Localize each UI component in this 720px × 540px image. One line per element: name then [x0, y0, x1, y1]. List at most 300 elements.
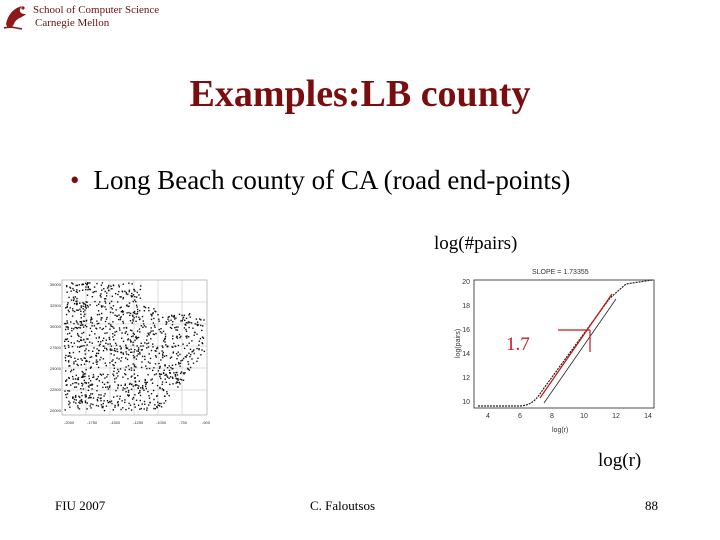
map-point: [143, 320, 144, 321]
map-point: [70, 384, 71, 385]
map-point: [143, 323, 144, 324]
map-point: [83, 303, 84, 304]
map-point: [131, 336, 132, 337]
map-point: [124, 402, 125, 403]
map-point: [67, 393, 68, 394]
map-point: [85, 289, 86, 290]
map-point: [135, 366, 136, 367]
map-point: [85, 369, 86, 370]
map-point: [79, 397, 80, 398]
map-point: [92, 296, 93, 297]
map-point: [176, 353, 177, 354]
map-point: [200, 354, 201, 355]
map-point: [109, 329, 110, 330]
map-point: [138, 393, 139, 394]
map-point: [68, 341, 69, 342]
map-point: [132, 344, 133, 345]
map-point: [87, 295, 88, 296]
map-point: [132, 363, 133, 364]
map-point: [131, 293, 132, 294]
map-point: [96, 361, 97, 362]
map-point: [68, 361, 69, 362]
map-point: [71, 370, 72, 371]
map-point: [134, 296, 135, 297]
map-point: [68, 404, 69, 405]
map-point: [118, 315, 119, 316]
map-point: [202, 343, 203, 344]
map-point: [80, 358, 81, 359]
map-point: [163, 372, 164, 373]
map-point: [124, 291, 125, 292]
map-point: [178, 352, 179, 353]
map-point: [134, 369, 135, 370]
map-point: [113, 365, 114, 366]
map-point: [72, 315, 73, 316]
map-point: [162, 317, 163, 318]
map-point: [134, 340, 135, 341]
map-point: [164, 364, 165, 365]
map-point: [182, 320, 183, 321]
map-point: [93, 347, 94, 348]
map-point: [81, 364, 82, 365]
map-point: [168, 320, 169, 321]
map-point: [104, 393, 105, 394]
map-point: [164, 375, 165, 376]
map-point: [99, 350, 100, 351]
map-point: [118, 358, 119, 359]
map-point: [169, 370, 170, 371]
map-point: [184, 327, 185, 328]
map-point: [77, 346, 78, 347]
map-point: [188, 353, 189, 354]
map-point: [150, 379, 151, 380]
map-point: [155, 333, 156, 334]
map-point: [105, 321, 106, 322]
map-point: [131, 352, 132, 353]
map-point: [112, 336, 113, 337]
map-point: [172, 377, 173, 378]
map-point: [136, 306, 137, 307]
inner-y-tick: 18: [462, 303, 470, 310]
map-point: [104, 333, 105, 334]
map-point: [100, 398, 101, 399]
map-point: [128, 354, 129, 355]
map-point: [100, 400, 101, 401]
map-point: [131, 330, 132, 331]
map-point: [141, 367, 142, 368]
map-point: [125, 345, 126, 346]
map-point: [181, 379, 182, 380]
map-point: [191, 322, 192, 323]
map-point: [134, 356, 135, 357]
map-point: [93, 363, 94, 364]
map-point: [169, 395, 170, 396]
map-point: [90, 385, 91, 386]
map-point: [98, 323, 99, 324]
map-point: [153, 318, 154, 319]
map-point: [151, 315, 152, 316]
map-point: [103, 328, 104, 329]
map-point: [104, 301, 105, 302]
map-point: [81, 340, 82, 341]
map-point: [139, 381, 140, 382]
map-point: [83, 332, 84, 333]
map-point: [73, 361, 74, 362]
map-point: [128, 392, 129, 393]
map-point: [147, 391, 148, 392]
map-point: [115, 362, 116, 363]
map-point: [147, 333, 148, 334]
map-point: [170, 320, 171, 321]
map-point: [86, 396, 87, 397]
map-point: [130, 339, 131, 340]
map-point: [75, 296, 76, 297]
map-x-tick: -1750: [87, 420, 98, 425]
map-point: [68, 311, 69, 312]
map-point: [106, 376, 107, 377]
map-point: [114, 331, 115, 332]
map-point: [144, 356, 145, 357]
map-point: [69, 353, 70, 354]
map-point: [64, 345, 65, 346]
map-point: [158, 370, 159, 371]
map-point: [134, 364, 135, 365]
inner-x-tick: 8: [550, 413, 554, 420]
map-point: [83, 306, 84, 307]
map-point: [105, 343, 106, 344]
map-point: [123, 284, 124, 285]
map-point: [163, 340, 164, 341]
map-point: [180, 379, 181, 380]
map-point: [159, 368, 160, 369]
map-point: [85, 325, 86, 326]
map-point: [110, 324, 111, 325]
map-point: [106, 365, 107, 366]
map-point: [73, 401, 74, 402]
map-point: [152, 378, 153, 379]
map-point: [133, 397, 134, 398]
map-point: [135, 381, 136, 382]
map-point: [130, 320, 131, 321]
map-point: [103, 350, 104, 351]
map-point: [180, 363, 181, 364]
map-point: [126, 348, 127, 349]
map-point: [115, 390, 116, 391]
map-point: [72, 288, 73, 289]
map-point: [83, 345, 84, 346]
map-point: [116, 396, 117, 397]
map-point: [76, 382, 77, 383]
map-point: [159, 403, 160, 404]
map-point: [184, 372, 185, 373]
map-point: [134, 311, 135, 312]
map-point: [196, 318, 197, 319]
map-point: [189, 322, 190, 323]
map-point: [75, 397, 76, 398]
map-x-tick: -1500: [110, 420, 121, 425]
map-point: [179, 314, 180, 315]
map-point: [149, 363, 150, 364]
map-point: [144, 408, 145, 409]
map-point: [92, 393, 93, 394]
map-x-tick: -1000: [156, 420, 167, 425]
map-point: [76, 303, 77, 304]
map-point: [198, 348, 199, 349]
map-point: [144, 382, 145, 383]
map-point: [141, 349, 142, 350]
map-point: [199, 341, 200, 342]
map-point: [161, 406, 162, 407]
inner-y-ticks: [462, 279, 470, 406]
map-point: [71, 342, 72, 343]
map-point: [151, 393, 152, 394]
map-point: [153, 408, 154, 409]
map-point: [106, 332, 107, 333]
page-number: 88: [645, 498, 658, 513]
map-point: [98, 304, 99, 305]
map-point: [97, 399, 98, 400]
map-point: [100, 394, 101, 395]
map-point: [154, 327, 155, 328]
map-point: [83, 320, 84, 321]
map-point: [84, 350, 85, 351]
map-point: [113, 305, 114, 306]
map-point: [136, 400, 137, 401]
map-point: [99, 359, 100, 360]
map-point: [104, 384, 105, 385]
map-point: [73, 363, 74, 364]
map-point: [94, 325, 95, 326]
map-point: [188, 321, 189, 322]
map-point: [70, 287, 71, 288]
map-point: [103, 288, 104, 289]
map-point: [92, 322, 93, 323]
map-point: [103, 346, 104, 347]
map-point: [90, 367, 91, 368]
map-point: [72, 398, 73, 399]
map-point: [174, 316, 175, 317]
map-point: [77, 405, 78, 406]
cmu-griffin-logo-icon: [2, 2, 30, 32]
map-point: [76, 322, 77, 323]
map-point: [194, 335, 195, 336]
map-point: [80, 346, 81, 347]
map-point: [119, 286, 120, 287]
map-point: [104, 410, 105, 411]
map-point: [170, 357, 171, 358]
map-point: [106, 295, 107, 296]
map-point: [137, 313, 138, 314]
map-point: [72, 383, 73, 384]
inner-ylabel: log(pairs): [455, 328, 462, 358]
map-point: [171, 315, 172, 316]
map-point: [141, 343, 142, 344]
map-point: [111, 288, 112, 289]
map-point: [104, 377, 105, 378]
map-point: [138, 317, 139, 318]
map-point: [105, 363, 106, 364]
map-point: [141, 325, 142, 326]
map-point: [158, 321, 159, 322]
map-point: [126, 312, 127, 313]
map-point: [190, 349, 191, 350]
map-point: [117, 351, 118, 352]
map-point: [114, 350, 115, 351]
map-point: [81, 333, 82, 334]
inner-x-tick: 10: [580, 413, 588, 420]
map-point: [131, 409, 132, 410]
footer-author: C. Faloutsos: [310, 498, 376, 513]
map-point: [145, 365, 146, 366]
map-point: [75, 301, 76, 302]
inner-y-tick: 10: [462, 399, 470, 406]
map-point: [119, 329, 120, 330]
map-point: [198, 344, 199, 345]
map-point: [68, 297, 69, 298]
map-point: [136, 355, 137, 356]
map-point: [70, 291, 71, 292]
map-point: [147, 374, 148, 375]
map-point: [105, 387, 106, 388]
map-point: [190, 367, 191, 368]
map-point: [127, 294, 128, 295]
map-point: [117, 294, 118, 295]
map-point: [130, 330, 131, 331]
map-point: [188, 336, 189, 337]
map-point: [73, 297, 74, 298]
map-point: [89, 335, 90, 336]
map-point: [124, 388, 125, 389]
map-point: [183, 380, 184, 381]
map-point: [92, 292, 93, 293]
map-point: [122, 377, 123, 378]
map-point: [83, 327, 84, 328]
map-point: [140, 387, 141, 388]
map-point: [85, 400, 86, 401]
map-point: [174, 318, 175, 319]
map-point: [132, 342, 133, 343]
map-point: [98, 376, 99, 377]
map-point: [186, 355, 187, 356]
map-point: [79, 290, 80, 291]
map-point: [124, 399, 125, 400]
map-point: [111, 400, 112, 401]
map-point: [66, 286, 67, 287]
map-point: [136, 297, 137, 298]
map-point: [84, 380, 85, 381]
map-point: [155, 408, 156, 409]
map-point: [90, 407, 91, 408]
map-point: [80, 311, 81, 312]
map-point: [137, 292, 138, 293]
map-point: [86, 361, 87, 362]
map-point: [118, 404, 119, 405]
map-point: [149, 332, 150, 333]
map-point: [146, 407, 147, 408]
map-point: [115, 309, 116, 310]
map-point: [81, 401, 82, 402]
map-point: [96, 379, 97, 380]
map-point: [203, 319, 204, 320]
map-point: [105, 302, 106, 303]
map-point: [73, 328, 74, 329]
map-point: [66, 397, 67, 398]
map-point: [183, 372, 184, 373]
map-point: [132, 283, 133, 284]
map-point: [113, 396, 114, 397]
map-point: [188, 364, 189, 365]
map-point: [88, 397, 89, 398]
map-point: [73, 352, 74, 353]
footer-venue: FIU 2007: [55, 498, 106, 513]
map-point: [86, 338, 87, 339]
map-point: [114, 407, 115, 408]
map-point: [186, 356, 187, 357]
map-point: [73, 323, 74, 324]
map-point: [86, 326, 87, 327]
map-point: [81, 395, 82, 396]
map-point: [175, 364, 176, 365]
map-point: [103, 358, 104, 359]
map-point: [138, 351, 139, 352]
map-point: [104, 306, 105, 307]
map-point: [84, 382, 85, 383]
map-point: [120, 396, 121, 397]
map-point: [173, 352, 174, 353]
map-point: [88, 286, 89, 287]
map-point: [177, 338, 178, 339]
map-point: [96, 359, 97, 360]
correlation-plot: [440, 258, 660, 438]
map-point: [67, 292, 68, 293]
map-point: [77, 359, 78, 360]
map-point: [113, 328, 114, 329]
map-point: [185, 324, 186, 325]
map-point: [125, 333, 126, 334]
map-point: [94, 286, 95, 287]
map-point: [96, 355, 97, 356]
map-point: [103, 395, 104, 396]
map-point: [72, 310, 73, 311]
map-point: [75, 378, 76, 379]
map-point: [123, 322, 124, 323]
map-point: [123, 387, 124, 388]
map-point: [146, 409, 147, 410]
map-point: [169, 372, 170, 373]
map-point: [93, 397, 94, 398]
map-point: [85, 402, 86, 403]
map-point: [111, 353, 112, 354]
map-point: [102, 340, 103, 341]
map-point: [204, 351, 205, 352]
map-point: [135, 321, 136, 322]
map-point: [104, 298, 105, 299]
map-point: [122, 321, 123, 322]
map-point: [140, 400, 141, 401]
map-point: [140, 298, 141, 299]
map-point: [90, 289, 91, 290]
map-point: [85, 304, 86, 305]
map-point: [118, 285, 119, 286]
map-point: [126, 327, 127, 328]
map-point: [137, 387, 138, 388]
map-point: [162, 353, 163, 354]
map-point: [136, 305, 137, 306]
map-point: [154, 311, 155, 312]
map-point: [75, 402, 76, 403]
map-x-tick: -1250: [133, 420, 144, 425]
map-point: [130, 405, 131, 406]
